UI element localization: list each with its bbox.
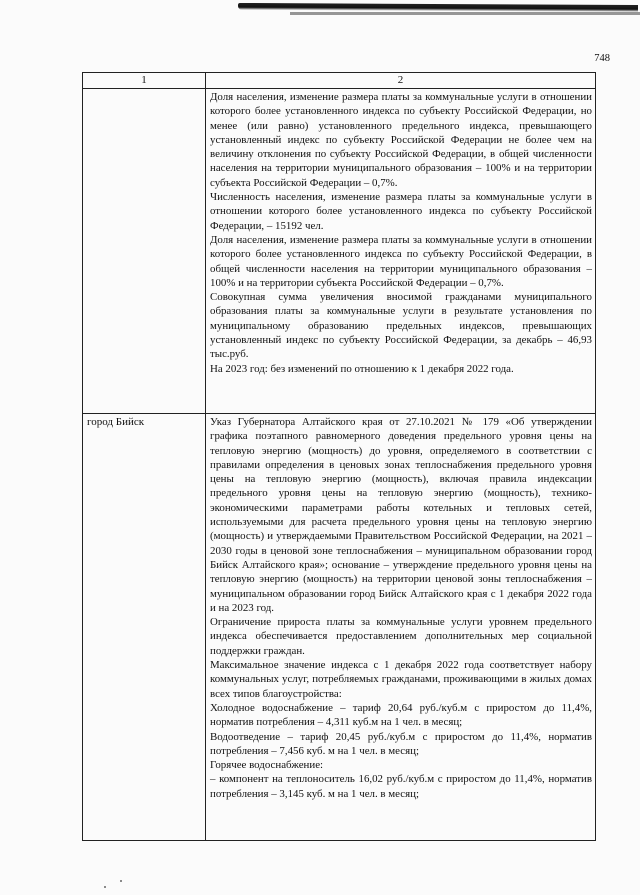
paragraph: Горячее водоснабжение: — [210, 759, 324, 772]
paragraph: Указ Губернатора Алтайского края от 27.10.2021 № 179 «Об утверждении графика поэтапного равномерного доведения предельного уровня цены на тепловую энергию (мощность) до уровня, определяемого в соответствии с правилами определения в ценовых зонах теплоснабжения предельного уровня цены на тепловую энергию (мощность), включая правила индексации предельного уровня цены на тепловую энергию (мощность), технико-экономическими параметрами работы котельных и тепловых сетей, используемыми для расчета предельного уровня цены на тепловую энергию (мощность) и утверждаемыми Правительством Российской Федерации, на 2021 – 2030 годы в ценовой зоне теплоснабжения – муниципальном образовании город Бийск Алтайского края»; основание – утверждение предельного уровня цены на тепловую энергию (мощность) на территории ценовой зоны теплоснабжения – муниципальном образовании город Бийск Алтайского края с 1 декабря 2022 года и на 2023 год. — [210, 416, 592, 614]
paragraph: Совокупная сумма увеличения вносимой гражданами муниципального образования платы за коммунальные услуги в результате установления по муниципальному образованию предельных индексов, превышающих установленный индекс по субъекту Российской Федерации, за декабрь – 46,93 тыс.руб. — [210, 291, 592, 361]
paragraph: Водоотведение – тариф 20,45 руб./куб.м с приростом до 11,4%, норматив потребления – 7,456 куб. м на 1 чел. в месяц; — [210, 730, 592, 757]
scan-artifact-shadow — [290, 12, 640, 15]
column-header-2: 2 — [206, 73, 596, 89]
page-number: 748 — [594, 53, 610, 64]
scan-speck — [120, 880, 122, 882]
description-cell — [206, 414, 596, 841]
scan-speck — [104, 886, 106, 888]
paragraph: Доля населения, изменение размера платы за коммунальные услуги в отношении которого более установленного индекса по субъекту Российской Федерации, но менее (или равно) установленного предельного индекса, превышающего установленный индекс по субъекту Российской Федерации не более чем на величину отклонения по субъекту Российской Федерации, в общей численности населения на территории муниципального образования – 100% и на территории субъекта Российской Федерации – 0,7%. — [210, 91, 592, 189]
paragraph: На 2023 год: без изменений по отношению к 1 декабря 2022 года. — [210, 362, 514, 375]
municipality-cell — [83, 89, 206, 414]
paragraph: Численность населения, изменение размера платы за коммунальные услуги в отношении которого более установленного индекса по субъекту Российской Федерации, – 15192 чел. — [210, 191, 592, 232]
document-table — [82, 72, 596, 841]
paragraph: Холодное водоснабжение – тариф 20,64 руб./куб.м с приростом до 11,4%, норматив потребления – 4,311 куб.м на 1 чел. в месяц; — [210, 701, 592, 729]
paragraph: – компонент на теплоноситель 16,02 руб./куб.м с приростом до 11,4%, норматив потребления – 3,145 куб. м на 1 чел. в месяц; — [210, 773, 592, 800]
paragraph: Ограничение прироста платы за коммунальные услуги уровнем предельного индекса обеспечивается предоставлением дополнительных мер социальной поддержки граждан. — [210, 616, 592, 657]
paragraph: Доля населения, изменение размера платы за коммунальные услуги в отношении которого более установленного индекса по субъекту Российской Федерации, в общей численности населения на территории муниципального образования – 100% и на территории субъекта Российской Федерации – 0,7%. — [210, 233, 592, 289]
description-cell — [206, 89, 596, 414]
table-row — [83, 414, 596, 841]
paragraph: Максимальное значение индекса с 1 декабря 2022 года соответствует набору коммунальных услуг, потребляемых гражданами, проживающими в жилых домах всех типов благоустройства: — [210, 659, 592, 700]
scan-artifact-bar — [238, 3, 638, 12]
table-header-row — [83, 73, 596, 89]
table-row — [83, 89, 596, 414]
column-header-1: 1 — [83, 73, 206, 89]
municipality-cell: город Бийск — [83, 414, 206, 841]
